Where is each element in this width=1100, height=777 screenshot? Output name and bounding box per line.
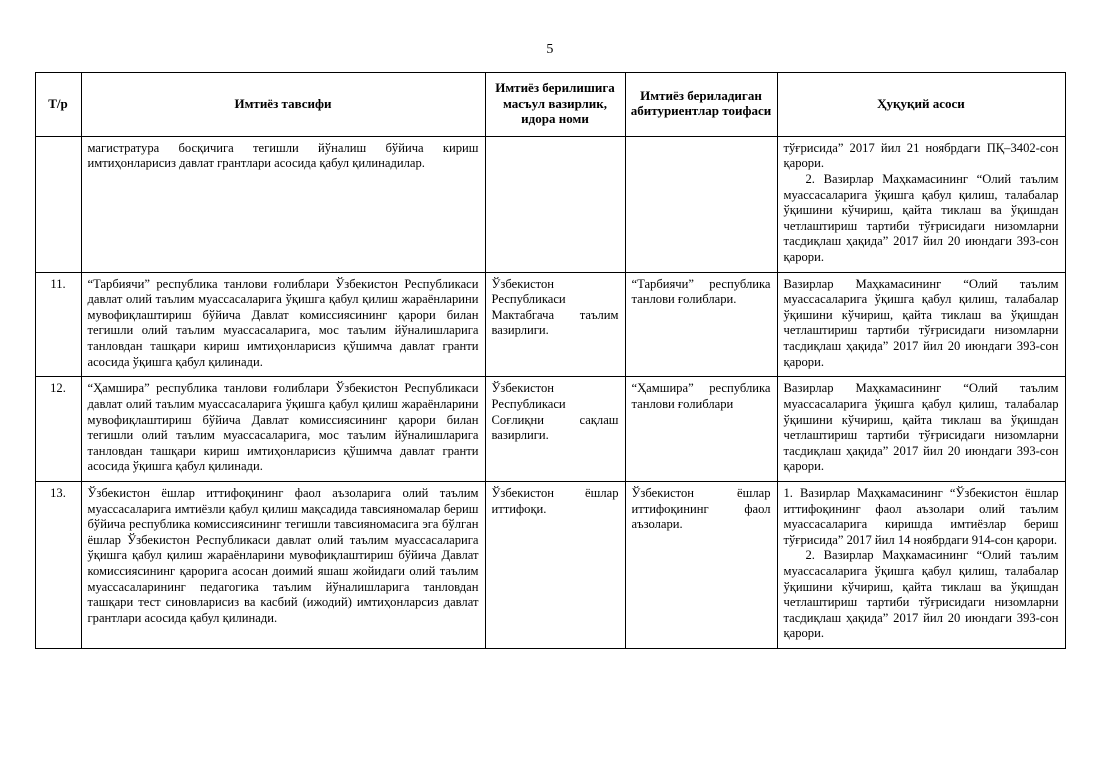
paragraph: “Ҳамшира” республика танлови ғолиблари xyxy=(631,381,771,411)
cell-number: 11. xyxy=(35,272,81,377)
paragraph: “Тарбиячи” республика танлови ғолиблари Ўзбекистон Республикаси давлат олий таълим муассасаларига ўқишга қабул қилиш жараёнларини мувофиқлаштириш бўйича Давлат комиссиясининг қарори билан тегишли олий таълим муассасаларига, мос таълим йўналишларига танловдан ташқари кириш имтиҳонларисиз қўшимча давлат гранти асосида ўқишга қабул қилинади. xyxy=(87,276,479,369)
paragraph: Ўзбекистон ёшлар иттифоқининг фаол аъзолари. xyxy=(631,485,771,532)
page-number: 5 xyxy=(546,42,554,57)
paragraph: Ўзбекистон Республикаси Соғлиқни сақлаш вазирлиги. xyxy=(491,381,619,443)
table-header xyxy=(35,73,1065,137)
column-header-description: Имтиёз тавсифи xyxy=(81,73,485,137)
paragraph: 2. Вазирлар Маҳкамасининг “Олий таълим муассасаларига ўқишга қабул қилиш, талабалар ўқишини кўчириш, қайта тиклаш ва ўқишдан четлаштириш тартиби тўғрисидаги низомларни тасдиқлаш ҳақида” 2017 йил 20 июндаги 393-сон қарори. xyxy=(783,548,1059,641)
paragraph: Ўзбекистон ёшлар иттифоқининг фаол аъзоларига олий таълим муассасаларига имтиёзли қабул қилиш мақсадида тавсияномалар бериш бўйича республика комиссиясининг тегишли тавсияномасига эга бўлган ёшлар Ўзбекистон Республикаси давлат олий таълим муассасаларига ўқишга қабул қилиш жараёнларини мувофиқлаштириш бўйича Давлат комиссиясининг қарорига асосан доимий яшаш жойидаги олий таълим муассасаларининг педагогика таълим йўналишларига танловдан ташқари тест синовларисиз ва касбий (ижодий) имтиҳонларсиз давлат грантлари асосида қабул қилинади. xyxy=(87,485,479,625)
paragraph: “Ҳамшира” республика танлови ғолиблари Ўзбекистон Республикаси давлат олий таълим муассасаларига ўқишга қабул қилиш жараёнларини мувофиқлаштириш бўйича Давлат комиссиясининг қарори билан тегишли олий таълим муассасаларига, мос таълим йўналишларига танловдан ташқари кириш имтиҳонларисиз қўшимча давлат гранти асосида ўқишга қабул қилинади. xyxy=(87,381,479,474)
table-row xyxy=(35,136,1065,272)
cell-applicant-category xyxy=(625,136,777,272)
paragraph: Вазирлар Маҳкамасининг “Олий таълим муассасаларига ўқишга қабул қилиш, талабалар ўқишини кўчириш, қайта тиклаш ва ўқишдан четлаштириш тартиби тўғрисидаги низомларни тасдиқлаш ҳақида” 2017 йил 20 июндаги 393-сон қарори. xyxy=(783,276,1059,369)
cell-responsible-ministry xyxy=(485,377,625,482)
paragraph: 1. Вазирлар Маҳкамасининг “Ўзбекистон ёшлар иттифоқининг фаол аъзолари олий таълим муассасаларига киришда имтиёзлар бериш тўғрисида” 2017 йил 14 ноябрдаги 914-сон қарори. xyxy=(783,485,1059,547)
cell-description xyxy=(81,136,485,272)
cell-applicant-category xyxy=(625,377,777,482)
column-header-legal-basis: Ҳуқуқий асоси xyxy=(777,73,1065,137)
cell-description xyxy=(81,272,485,377)
paragraph: тўғрисида” 2017 йил 21 ноябрдаги ПҚ–3402-сон қарори. xyxy=(783,140,1059,171)
table-header-row xyxy=(35,73,1065,137)
paragraph: “Тарбиячи” республика танлови ғолиблари. xyxy=(631,276,771,307)
cell-description xyxy=(81,481,485,648)
cell-description xyxy=(81,377,485,482)
cell-legal-basis xyxy=(777,136,1065,272)
column-header-number: Т/р xyxy=(35,73,81,137)
cell-number: 12. xyxy=(35,377,81,482)
paragraph: 2. Вазирлар Маҳкамасининг “Олий таълим муассасаларига ўқишга қабул қилиш, талабалар ўқишини кўчириш, қайта тиклаш ва ўқишдан четлаштириш тартиби тўғрисидаги низомларни тасдиқлаш ҳақида” 2017 йил 20 июндаги 393-сон қарори. xyxy=(783,172,1059,265)
column-header-responsible-ministry: Имтиёз берилишига масъул вазирлик, идора номи xyxy=(485,73,625,137)
cell-legal-basis xyxy=(777,481,1065,648)
cell-responsible-ministry xyxy=(485,136,625,272)
table-body xyxy=(35,136,1065,648)
paragraph: Ўзбекистон Республикаси Мактабгача таълим вазирлиги. xyxy=(491,276,619,338)
cell-responsible-ministry xyxy=(485,481,625,648)
column-header-applicant-category: Имтиёз бериладиган абитуриентлар тоифаси xyxy=(625,73,777,137)
paragraph: Ўзбекистон ёшлар иттифоқи. xyxy=(491,485,619,516)
cell-legal-basis xyxy=(777,272,1065,377)
table-row xyxy=(35,377,1065,482)
cell-responsible-ministry xyxy=(485,272,625,377)
paragraph: магистратура босқичига тегишли йўналиш бўйича кириш имтиҳонларисиз давлат грантлари асосида қабул қилинадилар. xyxy=(87,140,479,171)
paragraph: Вазирлар Маҳкамасининг “Олий таълим муассасаларига ўқишга қабул қилиш, талабалар ўқишини кўчириш, қайта тиклаш ва ўқишдан четлаштириш тартиби тўғрисидаги низомларни тасдиқлаш ҳақида” 2017 йил 20 июндаги 393-сон қарори. xyxy=(783,381,1059,474)
benefits-table xyxy=(35,72,1066,649)
table-row xyxy=(35,272,1065,377)
cell-number: 13. xyxy=(35,481,81,648)
table-row xyxy=(35,481,1065,648)
cell-applicant-category xyxy=(625,481,777,648)
cell-legal-basis xyxy=(777,377,1065,482)
cell-applicant-category xyxy=(625,272,777,377)
cell-number xyxy=(35,136,81,272)
